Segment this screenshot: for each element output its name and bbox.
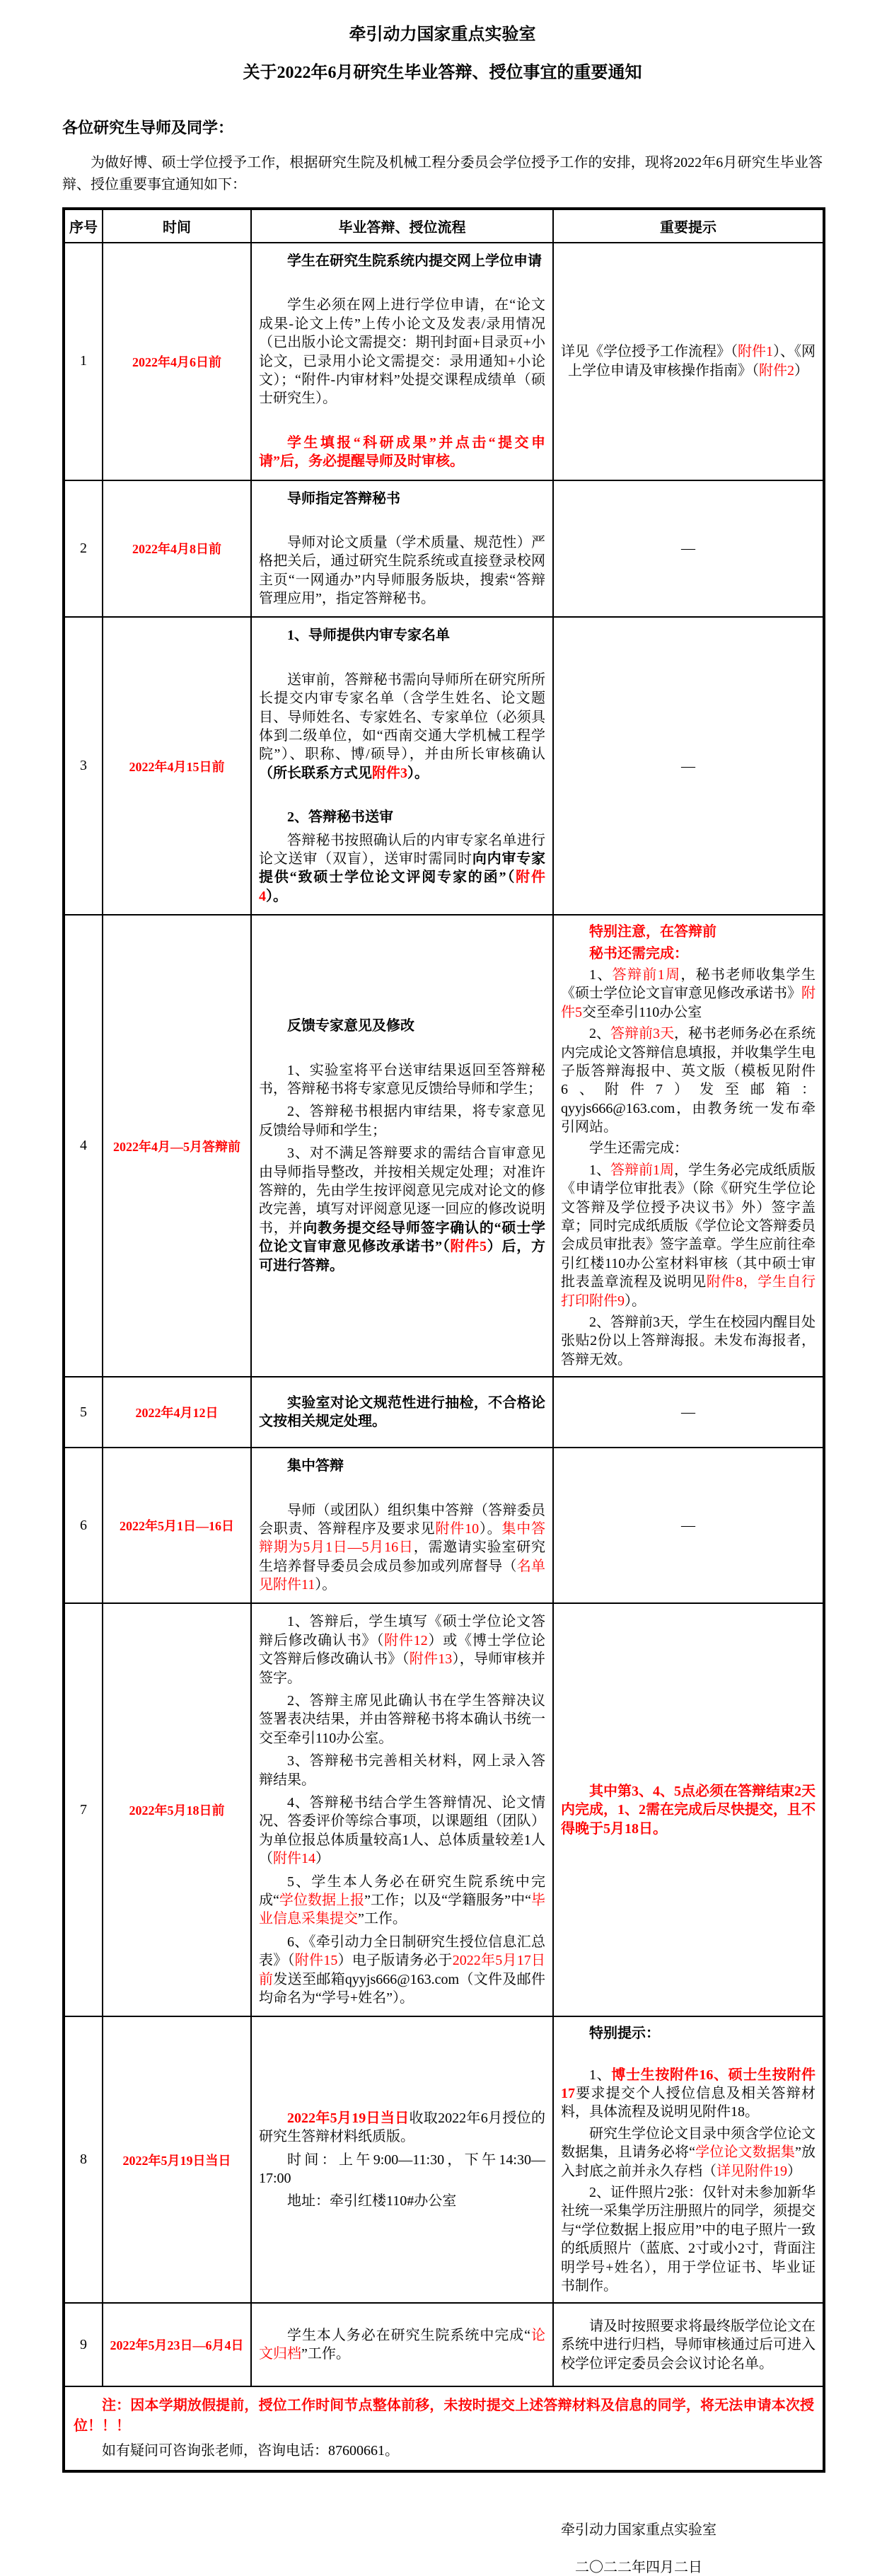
text-run: 导师指定答辩秘书: [287, 490, 400, 507]
text-run: 后，方可进行答辩。: [259, 1239, 545, 1273]
row-tips-cell: [553, 480, 824, 618]
row-tips-cell: [553, 2303, 824, 2386]
text-run: 学生在研究生院系统内提交网上学位申请: [287, 253, 542, 269]
text-run: 附件8，学生自行打印附件9: [561, 1274, 816, 1309]
text-run: 附件3: [372, 765, 407, 781]
process-paragraph: [259, 1933, 545, 2008]
text-run: 时间：上午9:00—11:30，下午14:30—17:00: [259, 2152, 545, 2187]
text-run: 反馈专家意见及修改: [287, 1018, 414, 1034]
text-run: ，需邀请实验室研究生培养督导委员会成员参加或列席督导（: [259, 1540, 546, 1574]
row-tips-cell: [553, 2016, 824, 2303]
tips-paragraph: [561, 1403, 816, 1421]
process-spacer: [259, 649, 545, 666]
col-header-time: 时间: [103, 209, 251, 243]
row-process-cell: [251, 2016, 553, 2303]
process-paragraph: [259, 434, 545, 471]
text-run: 详见《学位授予工作流程》（: [561, 344, 738, 360]
text-run: 导师对论文质量（学术质量、规范性）严格把关后，通过研究生院系统或直接登录校网主页“一网通办”内导师服务版块，搜索“答辩管理应用”，指定答辩秘书。: [259, 534, 545, 607]
tips-spacer: [561, 2046, 816, 2063]
process-paragraph: [259, 2326, 545, 2364]
process-paragraph: [259, 2151, 545, 2188]
signature-block: [561, 2518, 716, 2576]
table-row: [64, 1377, 824, 1448]
text-run: 论文归档: [259, 2327, 545, 2362]
text-run: 3、答辩秘书完善相关材料，网上录入答辩结果。: [259, 1753, 545, 1788]
process-heading: [259, 808, 545, 826]
process-heading: [259, 1457, 545, 1475]
row-number: 1: [64, 243, 103, 480]
process-paragraph: [259, 1752, 545, 1789]
process-paragraph: [259, 1394, 545, 1431]
text-run: 附件2: [759, 362, 794, 379]
process-heading: [259, 1017, 545, 1035]
text-run: ”工作；以及“学籍服务”中“: [364, 1892, 531, 1908]
process-paragraph: [259, 1102, 545, 1140]
text-run: 1、答辩后，学生填写《硕士学位论文答辩后修改确认书》（: [259, 1614, 545, 1648]
signature-date: 二〇二二年四月二日: [575, 2560, 702, 2576]
tips-paragraph: [561, 2066, 816, 2122]
text-run: 导师（或团队）组织集中答辩（答辩委员会职责、答辩程序及要求见: [259, 1502, 545, 1537]
text-run: 请及时按照要求将最终版学位论文在系统中进行归档，导师审核通过后可进入校学位评定委员会会议讨论名单。: [561, 2318, 816, 2372]
row-number: 9: [64, 2303, 103, 2386]
process-paragraph: [259, 533, 545, 608]
text-run: ”工作。: [301, 2346, 350, 2362]
text-run: 附件5: [561, 986, 816, 1020]
tips-heading: [561, 2024, 816, 2043]
text-run: （所长联系方式见: [259, 765, 372, 781]
signature-org: 牵引动力国家重点实验室: [561, 2522, 716, 2539]
tips-paragraph: [561, 1024, 816, 1136]
text-run: ）: [794, 362, 808, 379]
text-run: 要求提交个人授位信息及相关答辩材料，具体流程及说明见附件18。: [561, 2086, 816, 2120]
row-tips-cell: [553, 1448, 824, 1603]
table-row: [64, 480, 824, 618]
tips-paragraph: [561, 2183, 816, 2295]
note-cell: [64, 2386, 824, 2471]
text-run: 向内审专家提供“致硕士学位论文评阅专家的函”: [259, 850, 546, 886]
text-run: 附件13: [409, 1651, 453, 1668]
text-run: 详见附件19: [716, 2163, 787, 2179]
text-run: 地址：牵引红楼110#办公室: [287, 2193, 457, 2210]
page-subtitle: 关于2022年6月研究生毕业答辩、授位事宜的重要通知: [243, 64, 642, 82]
process-spacer: [259, 787, 545, 804]
text-run: 附件15: [294, 1953, 338, 1969]
process-paragraph: [259, 2109, 545, 2147]
text-run: 附件14: [273, 1851, 315, 1867]
tips-paragraph: [561, 1782, 816, 1838]
text-run: ，秘书老师收集学生《硕士学位论文盲审意见修改承诺书》: [561, 966, 816, 1002]
text-run: 4、答辩秘书结合学生答辩情况、论文情况、答委评价等综合事项，以课题组（团队）为单位报总体质量较高1人、总体质量较差1人（: [259, 1795, 545, 1867]
text-run: ）。: [407, 765, 429, 781]
row-process-cell: [251, 480, 553, 618]
text-run: ）: [787, 2163, 801, 2179]
text-run: 特别注意，在答辩前: [589, 924, 716, 940]
row-process-cell: [251, 1377, 553, 1448]
text-run: 2、答辩秘书根据内审结果，将专家意见反馈给导师和学生；: [259, 1104, 545, 1138]
tips-paragraph: [561, 757, 816, 775]
table-row: [64, 2303, 824, 2386]
text-run: —: [681, 1404, 695, 1420]
text-run: ）: [315, 1851, 330, 1867]
text-run: 如有疑问可咨询张老师，咨询电话：87600661。: [102, 2443, 399, 2459]
text-run: 学生必须在网上进行学位申请，在“论文成果-论文上传”上传小论文及发表/录用情况（已出版小论文需提交：期刊封面+目录页+小论文，已录用小论文需提交：录用通知+小论文）；“附件-内审材料”处提交课程成绩单（硕士研究生）。: [259, 297, 545, 407]
text-run: 3、对不满足答辩要求的需结合盲审意见由导师指导整改，并按相关规定处理；对准许答辩的，先由学生按评阅意见完成对论文的修改完善，填写对评阅意见逐一回应的修改说明书，并: [259, 1145, 545, 1236]
row-deadline: 2022年4月8日前: [103, 480, 251, 618]
text-run: 学位数据上报: [279, 1892, 365, 1908]
text-run: 学位论文数据集: [695, 2144, 795, 2161]
text-run: 1、: [589, 966, 613, 983]
text-run: ）、《网上学位申请及审核操作指南》（: [568, 344, 816, 379]
text-run: ，学生务必完成纸质版《申请学位审批表》（除《研究生学位论文答辩及学位授予决议书》外）签字盖章；同时完成纸质版《学位论文答辩委员会成员审批表》签字盖章。学生应前往牵引红楼110办公室材料审核（其中硕士审批表盖章流程及说明见: [561, 1162, 816, 1290]
text-run: （: [506, 870, 516, 886]
row-deadline: 2022年5月1日—16日: [103, 1448, 251, 1603]
row-deadline: 2022年4月—5月答辩前: [103, 915, 251, 1377]
row-deadline: 2022年4月15日前: [103, 617, 251, 915]
process-heading: [259, 252, 545, 270]
text-run: 收取2022年6月授位的研究生答辩材料纸质版。: [259, 2110, 545, 2145]
text-run: 向教务提交经导师签字确认的“硕士学位论文盲审意见修改承诺书”: [259, 1220, 546, 1255]
col-header-tips: 重要提示: [553, 209, 824, 243]
page-title: 牵引动力国家重点实验室: [349, 25, 536, 44]
text-run: ）。: [625, 1293, 646, 1309]
text-run: 1、: [589, 1162, 610, 1178]
text-run: ）。: [479, 1520, 502, 1537]
text-run: 交至牵引110办公室: [582, 1004, 702, 1020]
row-tips-cell: [553, 1603, 824, 2016]
text-run: 1、导师提供内审专家名单: [287, 628, 450, 644]
process-paragraph: [259, 671, 545, 782]
text-run: 其中第3、4、5点必须在答辩结束2天内完成，1、2需在完成后尽快提交，且不得晚于5月18日。: [561, 1783, 816, 1837]
row-number: 3: [64, 617, 103, 915]
tips-paragraph: [561, 1313, 816, 1369]
table-note-row: [64, 2386, 824, 2471]
row-deadline: 2022年5月18日前: [103, 1603, 251, 2016]
text-run: 附件1: [738, 344, 773, 360]
text-run: 附件5: [450, 1239, 487, 1255]
intro-paragraph: 为做好博、硕士学位授予工作，根据研究生院及机械工程分委员会学位授予工作的安排，现将2022年6月研究生毕业答辩、授位重要事宜通知如下：: [62, 155, 823, 192]
row-process-cell: [251, 617, 553, 915]
text-run: 答辩前3天: [610, 1026, 674, 1042]
text-run: ）。: [315, 1577, 337, 1593]
text-run: 附件10: [435, 1520, 480, 1537]
col-header-process: 毕业答辩、授位流程: [251, 209, 553, 243]
note-paragraph: [74, 2441, 814, 2461]
text-run: ）。: [266, 888, 287, 904]
text-run: ），导师审核并签字。: [259, 1651, 545, 1686]
text-run: 2022年5月17日前: [259, 1953, 546, 1987]
text-run: 1、: [589, 2067, 612, 2083]
row-deadline: 2022年4月12日: [103, 1377, 251, 1448]
row-process-cell: [251, 243, 553, 480]
tips-paragraph: [561, 1139, 816, 1157]
process-paragraph: [259, 1144, 545, 1275]
text-run: ）: [487, 1239, 502, 1255]
row-deadline: 2022年5月23日—6月4日: [103, 2303, 251, 2386]
tips-paragraph: [561, 2125, 816, 2181]
process-spacer: [259, 512, 545, 529]
table-row: [64, 617, 824, 915]
process-paragraph: [259, 1612, 545, 1687]
row-number: 6: [64, 1448, 103, 1603]
tips-paragraph: [561, 966, 816, 1022]
text-run: —: [681, 1518, 695, 1534]
tips-paragraph: [561, 1161, 816, 1310]
text-run: 送审前，答辩秘书需向导师所在研究所所长提交内审专家名单（含学生姓名、论文题目、导师姓名、专家姓名、专家单位（必须具体到二级单位，如“西南交通大学机械工程学院”）、职称、博/硕导），并由所长审核确认: [259, 671, 545, 763]
text-run: 研究生学位论文目录中须含学位论文数据集，且请务必将“: [561, 2125, 816, 2161]
text-run: 附件12: [384, 1632, 428, 1648]
text-run: 博士生按附件16、硕士生按附件17: [561, 2067, 816, 2102]
greeting: 各位研究生导师及同学：: [62, 119, 234, 137]
process-paragraph: [259, 1873, 545, 1929]
row-number: 5: [64, 1377, 103, 1448]
process-spacer: [259, 275, 545, 291]
process-spacer: [259, 1480, 545, 1497]
text-run: 答辩秘书按照确认后的内审专家名单进行论文送审（双盲），送审时需同时: [259, 832, 545, 867]
col-header-no: 序号: [64, 209, 103, 243]
text-run: 毕业信息采集提交: [259, 1892, 545, 1927]
text-run: 答辩前1周: [610, 1162, 674, 1178]
text-run: （: [442, 1239, 451, 1255]
text-run: 2、答辩前3天，学生在校园内醒目处张贴2份以上答辩海报。未发布海报者，答辩无效。: [561, 1314, 816, 1368]
process-heading: [259, 490, 545, 508]
table-row: [64, 243, 824, 480]
tips-paragraph: [561, 2317, 816, 2373]
process-heading: [259, 626, 545, 645]
text-run: ）或《博士学位论文答辩后修改确认书》（: [259, 1632, 546, 1668]
row-tips-cell: [553, 617, 824, 915]
text-run: 学生填报“科研成果”并点击“提交申请”后，务必提醒导师及时审核。: [259, 434, 545, 470]
row-deadline: 2022年5月19日当日: [103, 2016, 251, 2303]
schedule-table: [62, 207, 825, 2473]
tips-heading: [561, 923, 816, 941]
text-run: 2022年5月19日当日: [287, 2110, 410, 2126]
process-spacer: [259, 412, 545, 429]
table-row: [64, 915, 824, 1377]
text-run: 集中答辩: [287, 1458, 344, 1474]
process-paragraph: [259, 296, 545, 408]
text-run: 1、实验室将平台送审结果返回至答辩秘书，答辩秘书将专家意见反馈给导师和学生；: [259, 1062, 545, 1097]
row-number: 8: [64, 2016, 103, 2303]
text-run: 附件4: [259, 870, 546, 904]
text-run: 6、《牵引动力全日制研究生授位信息汇总表》（: [259, 1934, 545, 1969]
text-run: ”放入封底之前并永久存档（: [561, 2144, 816, 2179]
tips-paragraph: [561, 945, 816, 963]
text-run: 2、: [589, 1026, 610, 1042]
text-run: ”工作。: [358, 1911, 407, 1927]
row-process-cell: [251, 915, 553, 1377]
note-paragraph: [74, 2396, 814, 2437]
process-spacer: [259, 1040, 545, 1057]
row-number: 4: [64, 915, 103, 1377]
table-header-row: [64, 209, 824, 243]
text-run: 答辩前1周: [612, 966, 681, 983]
process-paragraph: [259, 2192, 545, 2210]
tips-paragraph: [561, 342, 816, 380]
row-process-cell: [251, 1603, 553, 2016]
text-run: 2、答辩主席见此确认书在学生答辩决议签署表决结果，并由答辩秘书将本确认书统一交至牵引110办公室。: [259, 1693, 545, 1746]
text-run: 实验室对论文规范性进行抽检，不合格论文按相关规定处理。: [259, 1394, 545, 1430]
row-number: 7: [64, 1603, 103, 2016]
tips-paragraph: [561, 1516, 816, 1535]
text-run: 5、学生本人务必在研究生院系统中完成“: [259, 1873, 545, 1908]
row-number: 2: [64, 480, 103, 618]
row-deadline: 2022年4月6日前: [103, 243, 251, 480]
text-run: 注：因本学期放假提前，授位工作时间节点整体前移，未按时提交上述答辩材料及信息的同学，将无法申请本次授位！！！: [74, 2398, 814, 2435]
text-run: 集中答辩期为5月1日—5月16日: [259, 1520, 546, 1556]
text-run: 学生还需完成：: [589, 1140, 688, 1157]
text-run: —: [681, 541, 695, 557]
text-run: ）电子版请务必于: [337, 1953, 453, 1969]
table-row: [64, 1603, 824, 2016]
table-row: [64, 2016, 824, 2303]
process-paragraph: [259, 1794, 545, 1869]
process-paragraph: [259, 1692, 545, 1748]
tips-paragraph: [561, 539, 816, 558]
text-run: —: [681, 758, 695, 774]
process-paragraph: [259, 1061, 545, 1099]
table-row: [64, 1448, 824, 1603]
text-run: 发送至邮箱qyyjs666@163.com（文件及邮件均命名为“学号+姓名”）。: [259, 1971, 545, 2006]
row-tips-cell: [553, 1377, 824, 1448]
text-run: 2、证件照片2张：仅针对未参加新华社统一采集学历注册照片的同学，须提交与“学位数据上报应用”中的电子照片一致的纸质照片（蓝底、2寸或小2寸，背面注明学号+姓名），用于学位证书、毕业证书制作。: [561, 2185, 816, 2294]
text-run: 学生本人务必在研究生院系统中完成“: [287, 2327, 531, 2343]
text-run: ，秘书老师务必在系统内完成论文答辩信息填报，并收集学生电子版答辩海报中、英文版（模板见附件6、附件7）发至邮箱：qyyjs666@163.com，由教务统一发布牵引网站。: [561, 1026, 816, 1136]
row-tips-cell: [553, 243, 824, 480]
text-run: 2、答辩秘书送审: [287, 809, 393, 826]
row-process-cell: [251, 2303, 553, 2386]
text-run: 秘书还需完成：: [589, 945, 688, 961]
row-tips-cell: [553, 915, 824, 1377]
process-paragraph: [259, 1501, 545, 1595]
row-process-cell: [251, 1448, 553, 1603]
text-run: 特别提示：: [589, 2026, 660, 2042]
process-paragraph: [259, 831, 545, 906]
text-run: 名单见附件11: [259, 1558, 546, 1593]
